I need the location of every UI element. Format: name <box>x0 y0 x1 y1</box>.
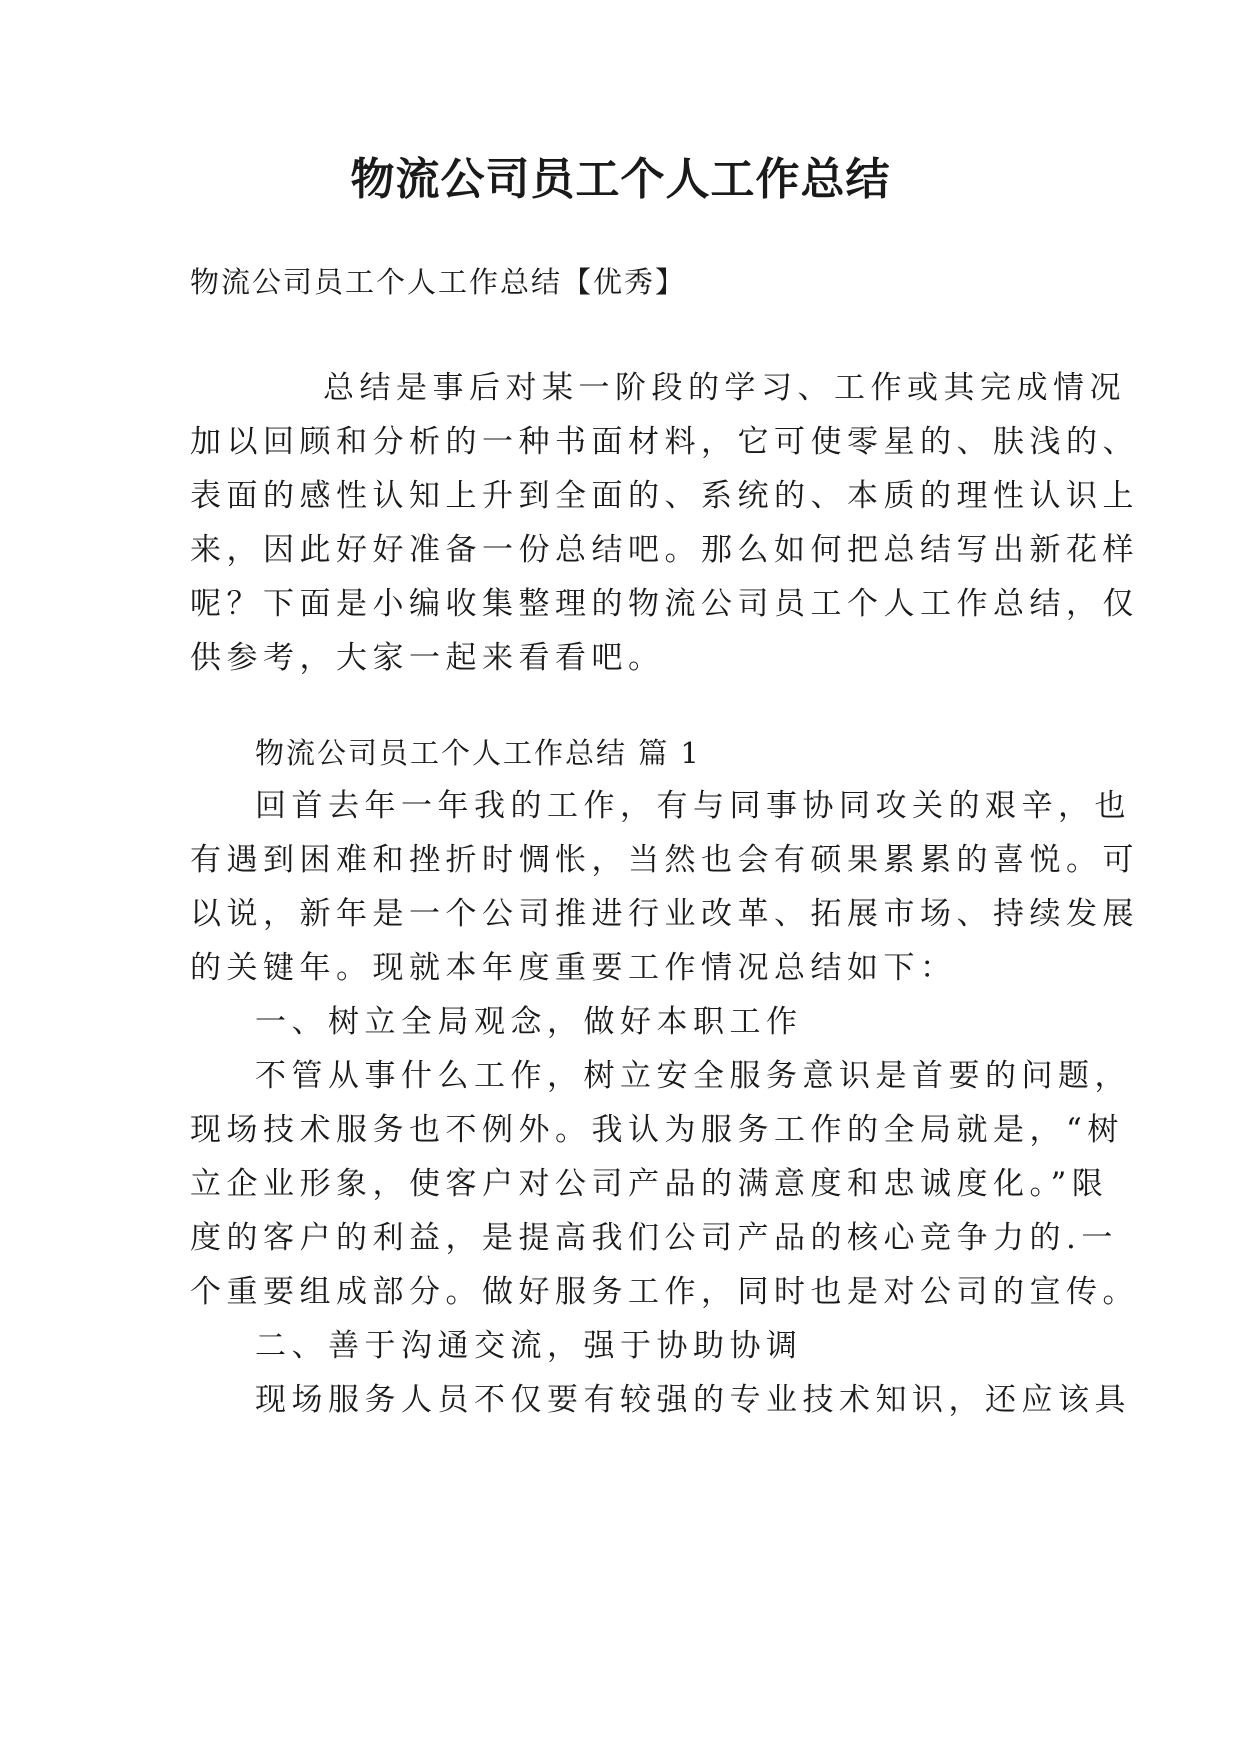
body-line: 立企业形象，使客户对公司产品的满意度和忠诚度化。”限 <box>190 1166 1109 1202</box>
body-line: 有遇到困难和挫折时惆怅，当然也会有硕果累累的喜悦。可 <box>190 842 1139 878</box>
intro-line: 供参考，大家一起来看看吧。 <box>190 640 665 676</box>
intro-line: 来，因此好好准备一份总结吧。那么如何把总结写出新花样 <box>190 532 1139 568</box>
document-title: 物流公司员工个人工作总结 <box>350 154 891 205</box>
body-line: 以说，新年是一个公司推进行业改革、拓展市场、持续发展 <box>190 896 1139 932</box>
body-line: 个重要组成部分。做好服务工作，同时也是对公司的宣传。 <box>190 1274 1139 1310</box>
body-line: 不管从事什么工作，树立安全服务意识是首要的问题， <box>255 1058 1131 1094</box>
intro-line: 加以回顾和分析的一种书面材料，它可使零星的、肤浅的、 <box>190 424 1139 460</box>
section-heading-1: 一、树立全局观念，做好本职工作 <box>255 1004 803 1040</box>
body-line: 回首去年一年我的工作，有与同事协同攻关的艰辛，也 <box>255 788 1131 824</box>
section-heading-2: 二、善于沟通交流，强于协助协调 <box>255 1328 803 1364</box>
intro-line: 呢？下面是小编收集整理的物流公司员工个人工作总结，仅 <box>190 586 1139 622</box>
document-subtitle: 物流公司员工个人工作总结【优秀】 <box>190 265 687 299</box>
body-line: 现场服务人员不仅要有较强的专业技术知识，还应该具 <box>255 1382 1131 1418</box>
intro-line: 表面的感性认知上升到全面的、系统的、本质的理性认识上 <box>190 478 1139 514</box>
body-line: 的关键年。现就本年度重要工作情况总结如下： <box>190 950 957 986</box>
body-line: 现场技术服务也不例外。我认为服务工作的全局就是，“树 <box>190 1112 1124 1148</box>
intro-line: 总结是事后对某一阶段的学习、工作或其完成情况 <box>323 370 1126 406</box>
section-title: 物流公司员工个人工作总结 篇 1 <box>255 736 701 770</box>
body-line: 度的客户的利益，是提高我们公司产品的核心竞争力的.一 <box>190 1220 1118 1256</box>
